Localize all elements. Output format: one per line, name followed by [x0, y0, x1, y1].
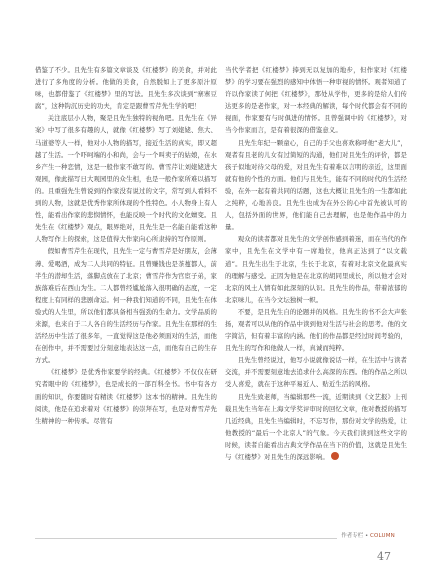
- article-paragraph: 关注底层小人物，聚是且先生独特的视角吧。且先生在《异案》中写了很多有趣的人，就像《红楼梦》写了刘姥姥、焦大、马道婆等人一样，他对小人物的描写，接近生活的真实，即又超越了生活。一个吓呵端的小和尚，会与一个叫卖子的姑娘，在水乡产生一种恋情，这是一般作家不敢写的。曹雪芹让刘姥姥进大观园，像此描写日大观园里的众生相，也是一般作家所难以描写的。且重强先生曾说到的作家没有说过的文字，常写到人看料不到的人物，这就是优秀作家所体现的个性特色。小人物身上有人性，能看出作家的悲悯情怀，也能反映一个时代的文化嬗变。且先生在《红楼梦》观点，眼界绝对，且先生是一名能自能看这种人物写作上的探索，这是值得大作家向心所隶持的写作原则。: [35, 114, 217, 244]
- article-paragraph: 《红楼梦》是优秀作家要学的经典。《红楼梦》不仅仅在研究者眼中的《红楼梦》，也是成长的一部百科全书。书中有各方面的知识，你要随时有精读《红楼梦》这本书的精神。且先生的阅读，他是在追求着对《红楼梦》的崇拜在写，也是对曹雪芹先生精神的一种传承。尽管有: [35, 368, 217, 425]
- article-column-left: [35, 64, 217, 427]
- article-column-right: [225, 64, 407, 463]
- page-number: 47: [377, 550, 391, 563]
- footer-rule: [35, 538, 389, 539]
- end-mark-icon: [331, 452, 339, 460]
- article-paragraph-text: 且先生致老师，当编辑那些一流，近期读到《文艺报》上刊载且先生当年在上海文学奖评审时的回忆文章，他对教授的描写几近经典，且先生当编辑时，不忘写作，那份对文学的热爱，让他教授的“最后一个北京人”的气象。今天我们读到这些文字的时候，读者自能看出古典文学作品在当下的价值，这就是且先生与《红楼梦》对且先生的深远影响。: [225, 392, 407, 461]
- article-paragraph: 借鉴了不少。且先生有多篇文章谈及《红楼梦》的美食，并对此进行了多角度的分析。他做的美食，自然脱如上了更多原汁原味，也都借鉴了《红楼梦》里的写法。且先生多次谈到“寨寨豆腐”，这种钩沉历史的功夫，肯定是跟曹雪芹先生学的吧！: [35, 66, 217, 111]
- article-paragraph: 且先生年纪一颗童心，自己的手父也喜欢称呼他“老大儿”，观者有且老的儿女有过简短的沟通，他们对且先生的评价，都是孩子似地对待父母的爱，对且先生有着难以言明的亲近，这里面就有他的个性的方面。他们与且先生，能有不同的时代的生活经验，在外一起有着共同的话题，这也大概让且先生的一生都如此之纯粹，心地善良。且先生也成为在外公的心中首先被认可的人，包括外面的世界，他们能自己去理解，也是他作品中的力量。: [225, 138, 407, 232]
- column-separator: •: [364, 533, 369, 539]
- column-tag: [337, 531, 395, 539]
- article-paragraph: 不要，是且先生自的论题并的风格。且先生的书不会大声张扬，观者可以从他的作品中读到他对生活与社会的思考。他的文字简洁，但有着丰富的内涵。他们的作品都是经过时间考验的，且先生的写作和他做人一样，真诚而纯粹。: [225, 307, 407, 353]
- article-paragraph: 观众的读者都对且先生的文学创作感到着迷，而在当代的作家中，且先生在文学中有一席地位，他真正达到了“以文载道”。且先生出生于北京，生长于北京，有着对北京文化最真实的理解与感受。正因为他是在北京的胡同里成长，所以他才会对北京的风土人情有如此深刻的认识。且先生的作品，带着浓郁的北京味儿，在当今文坛独树一帜。: [225, 235, 407, 304]
- column-name-en: COLUMN: [369, 533, 395, 539]
- article-paragraph: 假如曹雪芹生在现代，且先生一定与曹雪芹是好朋友，会薄薄、爱喝酒，成为二人共同的特征。且曾赚钱也是茶蔓都人，前半生的潜却生活，落脚点放在了北京；曹雪芹作为官宦子弟，家族落难后在西山为生。二人都曾经尴尬落入很明确的态度，一定程度上有同样的悲剧命运。何一种我们知道的不同，且先生在体验式的人生里，所以他们都具备相当强劲的生命力。文学品质的来源，也来自于二人各自的生活经历与作家。且先生在那样的生活经历中生活了很多年，一直觉得这是他必须面对的生活，而他在创作中，并不需要过分刻意地表达这一点，而他有自己的生存方式。: [35, 247, 217, 365]
- article-paragraph: 当代学者把《红楼梦》捧到无以复加的地步，但作家对《红楼梦》的学习要在强烈的感知中体悟一种审视的情怀。观者知道了许以作家读了何把《红楼梦》，那处从学作，更多的是给人们传达更多的是老作家，对一本经典的解读，每个时代都会有不同的视面，作家要有与时俱进的情怀。且曾强调中的《红楼梦》，对当今作家而言，是有着很深的借鉴意义。: [225, 66, 407, 135]
- article-paragraph: 且先生曾经说过，他写小说就像说话一样，在生活中与读者交流，并不需要刻意地去追求什么高深的东西。他的作品之所以受人喜爱，就在于这种平易近人、贴近生活的风格。: [225, 356, 407, 389]
- article-paragraph-last: [225, 391, 407, 464]
- column-name-cn: 作者专栏: [341, 533, 364, 539]
